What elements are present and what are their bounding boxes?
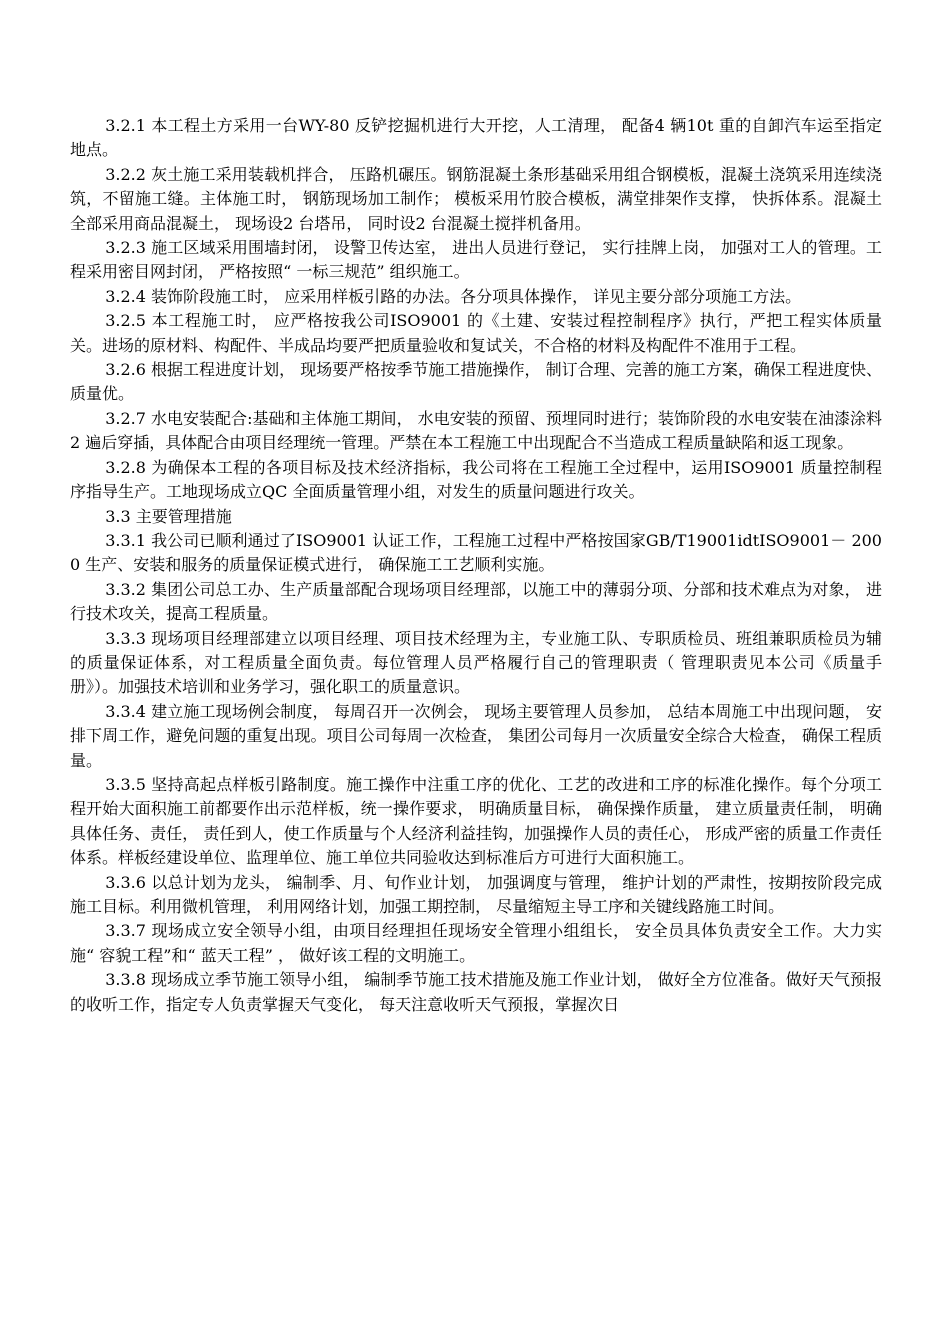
paragraph-3-3-4: 3.3.4 建立施工现场例会制度， 每周召开一次例会， 现场主要管理人员参加， 总结本周施工中出现问题， 安排下周工作，避免问题的重复出现。项目公司每周一次检查， 集团公司每月一次质量安全综合大检查， 确保工程质量。 — [70, 701, 882, 770]
paragraph-3-2-7: 3.2.7 水电安装配合:基础和主体施工期间， 水电安装的预留、预埋同时进行；装饰阶段的水电安装在油漆涂料2 遍后穿插，具体配合由项目经理统一管理。严禁在本工程施工中出现配合不当造成工程质量缺陷和返工现象。 — [70, 408, 882, 453]
paragraph-3-3-6: 3.3.6 以总计划为龙头， 编制季、月、旬作业计划， 加强调度与管理， 维护计划的严肃性，按期按阶段完成施工目标。利用微机管理， 利用网络计划，加强工期控制， 尽量缩短主导工序和关键线路施工时间。 — [70, 872, 882, 916]
document-body — [70, 114, 882, 1017]
paragraph-3-2-2: 3.2.2 灰土施工采用装载机拌合， 压路机碾压。钢筋混凝土条形基础采用组合钢模板，混凝土浇筑采用连续浇筑，不留施工缝。主体施工时， 钢筋现场加工制作； 模板采用竹胶合模板，满堂排架作支撑， 快拆体系。混凝土全部采用商品混凝土， 现场设2 台塔吊， 同时设2 台混凝土搅拌机备用。 — [70, 164, 882, 233]
paragraph-3-2-4: 3.2.4 装饰阶段施工时， 应采用样板引路的办法。各分项具体操作， 详见主要分部分项施工方法。 — [105, 286, 802, 306]
paragraph-3-3-8: 3.3.8 现场成立季节施工领导小组， 编制季节施工技术措施及施工作业计划， 做好全方位准备。做好天气预报的收听工作，指定专人负责掌握天气变化， 每天注意收听天气预报，掌握次日 — [70, 970, 882, 1014]
paragraph-3-3-3: 3.3.3 现场项目经理部建立以项目经理、项目技术经理为主，专业施工队、专职质检员、班组兼职质检员为辅的质量保证体系，对工程质量全面负责。每位管理人员严格履行自己的管理职责（ 管理职责见本公司《质量手册》）。加强技术培训和业务学习，强化职工的质量意识。 — [70, 628, 882, 697]
section-heading-3-3: 3.3 主要管理措施 — [105, 506, 232, 526]
paragraph-3-3-2: 3.3.2 集团公司总工办、生产质量部配合现场项目经理部，以施工中的薄弱分项、分部和技术难点为对象， 进行技术攻关，提高工程质量。 — [70, 579, 882, 624]
paragraph-3-3-5: 3.3.5 坚持高起点样板引路制度。施工操作中注重工序的优化、工艺的改进和工序的标准化操作。每个分项工程开始大面积施工前都要作出示范样板，统一操作要求， 明确质量目标， 确保操作质量， 建立质量责任制， 明确具体任务、责任， 责任到人，使工作质量与个人经济利益挂钩，加强操作人员的责任心， 形成严密的质量工作责任体系。样板经建设单位、监理单位、施工单位共同验收达到标准后方可进行大面积施工。 — [70, 774, 882, 868]
paragraph-3-3-1: 3.3.1 我公司已顺利通过了ISO9001 认证工作，工程施工过程中严格按国家GB/T19001idtISO9001－ 2000 生产、安装和服务的质量保证模式进行， 确保施工工艺顺利实施。 — [70, 530, 882, 575]
paragraph-3-2-6: 3.2.6 根据工程进度计划， 现场要严格按季节施工措施操作， 制订合理、完善的施工方案，确保工程进度快、质量优。 — [70, 360, 882, 404]
paragraph-3-2-1: 3.2.1 本工程土方采用一台WY-80 反铲挖掘机进行大开挖，人工清理， 配备4 辆10t 重的自卸汽车运至指定地点。 — [70, 116, 882, 160]
paragraph-3-2-3: 3.2.3 施工区域采用围墙封闭， 设警卫传达室， 进出人员进行登记， 实行挂牌上岗， 加强对工人的管理。工程采用密目网封闭， 严格按照“ 一标三规范” 组织施工。 — [70, 238, 882, 282]
paragraph-3-3-7: 3.3.7 现场成立安全领导小组，由项目经理担任现场安全管理小组组长， 安全员具体负责安全工作。大力实施“ 容貌工程”和“ 蓝天工程” ， 做好该工程的文明施工。 — [70, 921, 882, 965]
paragraph-3-2-8: 3.2.8 为确保本工程的各项目标及技术经济指标，我公司将在工程施工全过程中，运用ISO9001 质量控制程序指导生产。工地现场成立QC 全面质量管理小组，对发生的质量问题进行攻关。 — [70, 457, 882, 502]
paragraph-3-2-5: 3.2.5 本工程施工时， 应严格按我公司ISO9001 的《土建、安装过程控制程序》执行，严把工程实体质量关。进场的原材料、构配件、半成品均要严把质量验收和复试关，不合格的材料及构配件不准用于工程。 — [70, 311, 882, 355]
